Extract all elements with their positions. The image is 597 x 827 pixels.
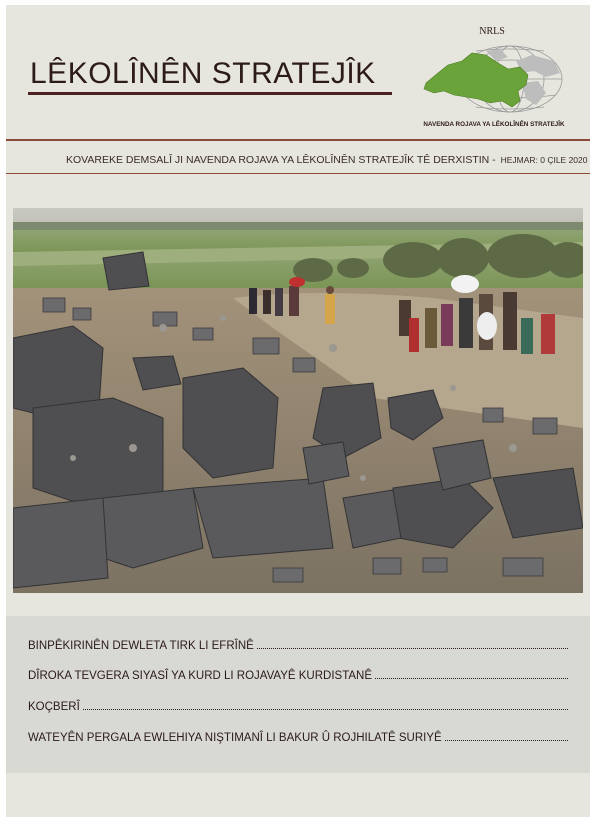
title-underline bbox=[28, 92, 392, 95]
header-rule-bottom bbox=[6, 173, 590, 174]
toc-leader-dots bbox=[257, 647, 568, 649]
toc-item-label: WATEYÊN PERGALA EWLEHIYA NIŞTIMANÎ LI BAKUR Û ROJHILATÊ SURIYÊ bbox=[28, 732, 442, 744]
toc-leader-dots bbox=[375, 677, 568, 679]
toc-item bbox=[28, 634, 568, 652]
toc-item-label: DÎROKA TEVGERA SIYASÎ YA KURD LI ROJAVAYÊ KURDISTANÊ bbox=[28, 670, 373, 682]
toc-leader-dots bbox=[445, 739, 568, 741]
table-of-contents bbox=[6, 616, 590, 773]
toc-item bbox=[28, 695, 568, 713]
issue-info: HEJMAR: 0 ÇILE 2020 bbox=[500, 155, 588, 165]
logo-caption: NAVENDA ROJAVA YA LÊKOLÎNÊN STRATEJÎK bbox=[423, 121, 565, 128]
magazine-title: LÊKOLÎNÊN STRATEJÎK bbox=[30, 57, 376, 90]
toc-item bbox=[28, 726, 568, 744]
header-rule-top bbox=[6, 139, 590, 141]
nrls-logo bbox=[404, 21, 584, 131]
toc-item-label: KOÇBERÎ bbox=[28, 701, 80, 713]
globe-map-logo-icon bbox=[404, 21, 584, 131]
magazine-subtitle bbox=[66, 154, 586, 166]
toc-leader-dots bbox=[83, 708, 568, 710]
magazine-cover bbox=[6, 5, 590, 817]
cover-photo bbox=[13, 208, 583, 593]
toc-item bbox=[28, 664, 568, 682]
subtitle-text: KOVAREKE DEMSALÎ JI NAVENDA ROJAVA YA LÊKOLÎNÊN STRATEJÎK TÊ DERXISTIN - bbox=[66, 154, 499, 166]
toc-item-label: BINPÊKIRINÊN DEWLETA TIRK LI EFRÎNÊ bbox=[28, 640, 254, 652]
cover-photo-ruins-refugees bbox=[13, 208, 583, 593]
logo-acronym: NRLS bbox=[479, 26, 505, 37]
